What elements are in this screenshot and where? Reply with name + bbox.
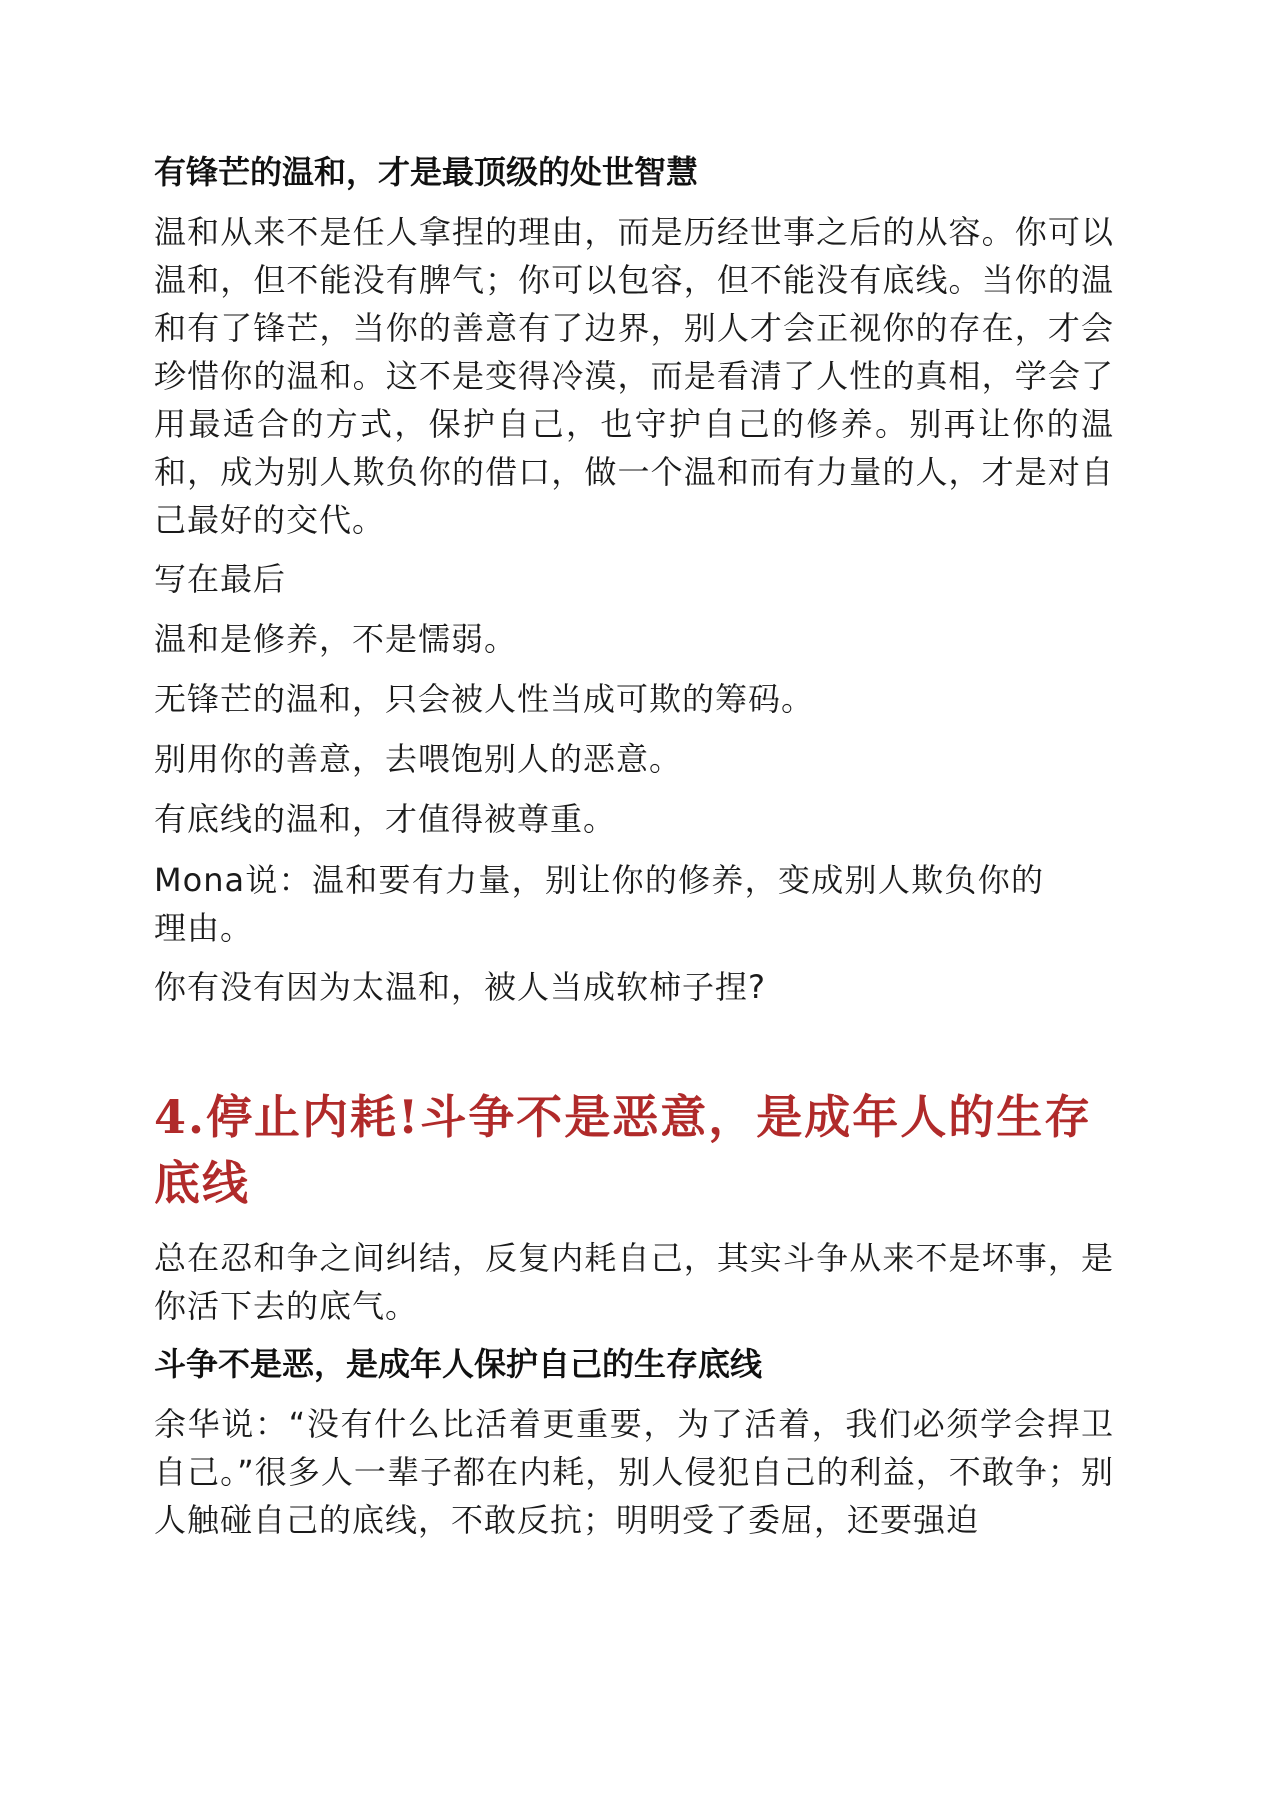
subheading-struggle: 斗争不是恶，是成年人保护自己的生存底线 [154, 1345, 763, 1383]
closing-line-4: 有底线的温和，才值得被尊重。 [154, 800, 617, 838]
closing-line-2: 无锋芒的温和，只会被人性当成可欺的筹码。 [154, 680, 815, 718]
subheading-gentle-with-edge: 有锋芒的温和，才是最顶级的处世智慧 [154, 153, 699, 191]
mona-quote: Mona说：温和要有力量，别让你的修养，变成别人欺负你的理由。 [154, 861, 1044, 947]
closing-title: 写在最后 [154, 560, 287, 598]
closing-line-3: 别用你的善意，去喂饱别人的恶意。 [154, 740, 683, 778]
section-4-intro: 总在忍和争之间纠结，反复内耗自己，其实斗争从来不是坏事，是你活下去的底气。 [154, 1239, 1114, 1325]
paragraph-gentleness: 温和从来不是任人拿捏的理由，而是历经世事之后的从容。你可以温和，但不能没有脾气；你可以包容，但不能没有底线。当你的温和有了锋芒，当你的善意有了边界，别人才会正视你的存在，才会珍惜你的温和。这不是变得冷漠，而是看清了人性的真相，学会了用最适合的方式，保护自己，也守护自己的修养。别再让你的温和，成为别人欺负你的借口，做一个温和而有力量的人，才是对自己最好的交代。 [154, 213, 1114, 539]
section-4-title: 4.停止内耗!斗争不是恶意，是成年人的生存底线 [154, 1090, 1093, 1210]
document-page [154, 150, 1114, 1556]
section-gap [154, 1024, 1114, 1084]
closing-question: 你有没有因为太温和，被人当成软柿子捏? [154, 968, 766, 1006]
paragraph-yuhua-quote: 余华说：“没有什么比活着更重要，为了活着，我们必须学会捍卫自己。”很多人一辈子都在内耗，别人侵犯自己的利益，不敢争；别人触碰自己的底线，不敢反抗；明明受了委屈，还要强迫 [154, 1405, 1114, 1539]
closing-line-1: 温和是修养，不是懦弱。 [154, 620, 518, 658]
